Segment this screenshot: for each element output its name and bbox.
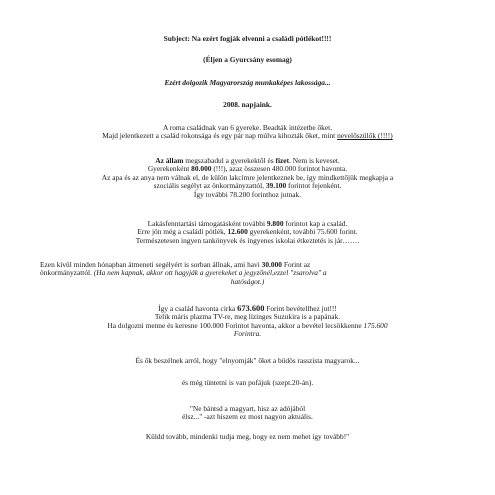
headline-text: Ezért dolgozik Magyarország munkaképes lakossága... [164, 78, 331, 87]
headline [40, 79, 455, 87]
paragraph-3 [40, 220, 455, 245]
p2-d-pre: szociális segélyt az önkormányzattól, [153, 181, 266, 191]
year-text: 2008. napjaink. [223, 100, 272, 109]
p5-c-pre: Ha dolgozni menne és keresne 100.000 Forintot havonta, akkor a bevétel lecsökkenne [107, 320, 364, 330]
p5-b-text: Telik máris plazma TV-re, meg lízinges Suzukira is a papának. [154, 312, 341, 322]
p5-a-post: Forint bevétellhez jut!!! [264, 304, 337, 313]
p2-e-text: Így további 78.200 forinthoz jutnak. [193, 189, 302, 199]
p3-b-pre: Erre jön még a családi pótlék, [137, 227, 228, 237]
paragraph-7 [40, 379, 455, 387]
paragraph-2 [40, 157, 455, 199]
p4-line-3 [40, 278, 455, 286]
p1-underlined-text: nevelőszülők (!!!!) [337, 131, 393, 141]
year-line [40, 101, 455, 109]
p4-a-post: Forint az [281, 260, 311, 269]
quote-line-2 [40, 413, 455, 421]
p3-a-post: forintot kap a család. [283, 219, 348, 228]
paragraph-6 [40, 357, 455, 365]
p4-a-pre: Ezen kívül minden hónapban átmeneti segélyért is sorban állnak, ami havi [40, 260, 262, 269]
subject-text: Subject: Na ezért fogják elvenni a családi pótlékot!!!! [163, 34, 332, 43]
quote-a-text: "Ne bántsd a magyart, hisz az adójából [189, 404, 306, 413]
p3-a-amount: 9.800 [266, 219, 284, 228]
subject-line [40, 35, 455, 43]
p2-b-pre: Gyerekenként [147, 164, 192, 174]
p2-b-post: (!!!), azaz összesen 480.000 forintot havonta. [211, 164, 348, 174]
p1-line-1-text: A roma családnak van 6 gyereke. Beadták intézetbe őket. [162, 123, 333, 132]
p2-d-post: forintot fejenként. [286, 181, 342, 191]
p2-mid-text: megszabadul a gyerekektől és [183, 156, 276, 165]
p3-a-pre: Lakásfenntartási támogatásként további [147, 219, 267, 228]
p2-state-text: Az állam [155, 156, 184, 165]
p4-a-amount: 30.000 [261, 260, 282, 269]
p1-line-2-text: Majd jelentkezett a család rokonsága és egy pár nap múlva kihozták őket, mint [102, 131, 338, 141]
p3-b-post: gyerekenként, további 75.600 forint. [247, 227, 358, 237]
tagline [40, 56, 455, 64]
paragraph-5 [40, 305, 455, 339]
paragraph-4 [40, 261, 455, 286]
p3-line-3 [40, 237, 455, 245]
quote-b-text: élsz..." -azt hiszem ez most nagyon aktuális. [182, 412, 313, 422]
p1-line-2 [40, 132, 455, 140]
p2-fizet-text: fizet [275, 156, 290, 165]
p7-text: és még tüntetni is van pofájuk (szept.20-án). [181, 378, 314, 387]
p5-line-4 [40, 330, 455, 338]
p5-a-amount: 673.600 [237, 304, 265, 313]
quote [40, 405, 455, 422]
p3-c-text: Természetesen ingyen tankönyvek és ingyenes iskolai étkeztetés is jár……. [135, 235, 360, 245]
tagline-text: (Éljen a Gyurcsány esomag) [203, 55, 292, 64]
p2-line-5 [40, 191, 455, 199]
p5-c-italic: 175.600 [363, 320, 388, 330]
p5-d-italic: Forintra. [233, 329, 262, 339]
closing-line [40, 433, 455, 441]
closing-text: Küldd tovább, mindenki tudja meg, hogy ez nem mehet így tovább!" [145, 432, 350, 441]
paragraph-1 [40, 124, 455, 141]
p2-d-amount: 39.100 [265, 181, 287, 191]
p4-c-italic: hatóságot.) [230, 276, 265, 286]
p4-b-pre: önkormányzattól. [40, 268, 94, 278]
p6-text: És ők beszélnek arról, hogy "elnyomják" őket a büdös rasszista magyarok... [135, 356, 360, 365]
p4-b-italic: (Ha nem kapnak, akkor ott hagyják a gyerekeket a jegyzőnél,ezzel "zsarolva" a [93, 268, 327, 278]
p2-c-text: Az apa és az anya nem válnak el, de külön lakcímre jelentkeznek be, így mindkettőjük megkapja a [101, 172, 394, 182]
p5-a-pre: Így a család havonta cirka [158, 304, 238, 313]
p3-b-amount: 12.600 [227, 227, 248, 237]
p2-end-text: . Nem is keveset. [289, 156, 340, 165]
p2-b-amount: 80.000 [191, 164, 212, 174]
